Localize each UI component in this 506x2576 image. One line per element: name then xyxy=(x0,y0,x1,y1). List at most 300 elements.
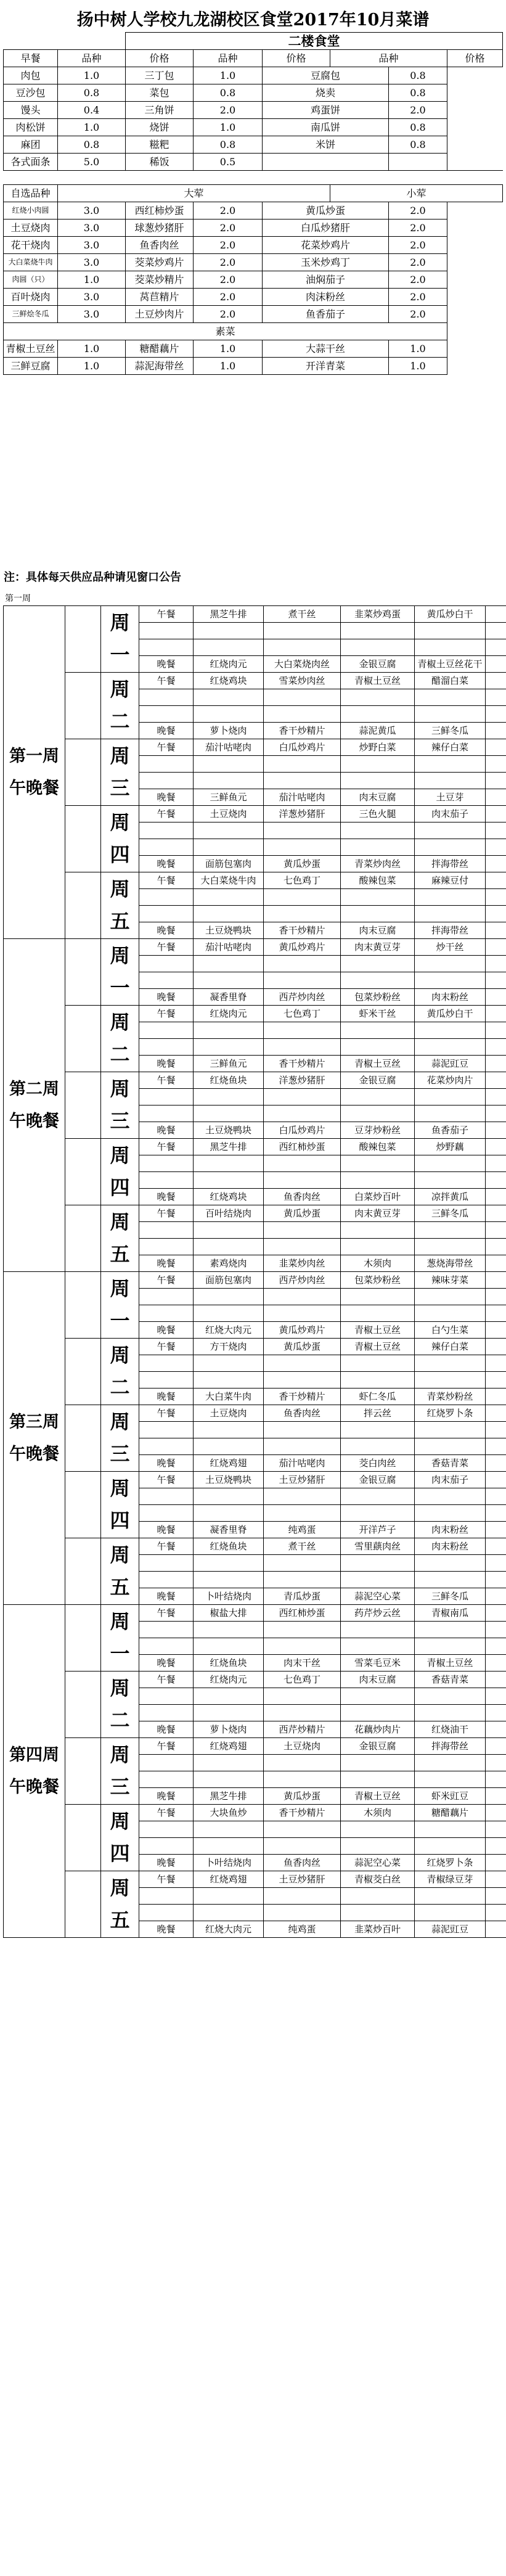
dish-cell: 香干炒精片 xyxy=(264,723,341,739)
spacer-cell xyxy=(341,1438,415,1455)
item-price: 0.8 xyxy=(389,67,447,84)
dinner-label: 晚餐 xyxy=(139,1921,194,1938)
lunch-label: 午餐 xyxy=(139,806,194,822)
dish-cell: 包菜炒粉丝 xyxy=(341,1272,415,1289)
small-meat-label: 小荤 xyxy=(330,185,503,202)
spacer-cell xyxy=(341,906,415,922)
dish-cell: 木须肉 xyxy=(341,1805,415,1821)
dinner-label: 晚餐 xyxy=(139,1122,194,1139)
dish-cell: 红烧油干 xyxy=(415,1721,486,1738)
spacer-cell xyxy=(264,689,341,706)
day-gutter xyxy=(65,1272,101,1339)
spacer-cell xyxy=(194,1305,264,1322)
spacer-cell xyxy=(415,1638,486,1655)
spacer-cell xyxy=(139,1622,194,1638)
dish-cell: 虾米干丝 xyxy=(341,1006,415,1022)
week-row xyxy=(4,1472,506,1488)
canteen-name: 二楼食堂 xyxy=(126,33,503,50)
dish-cell: 三鲜鱼元 xyxy=(194,1056,264,1072)
week-row xyxy=(4,1871,506,1888)
weekly-menu-table xyxy=(3,605,506,1938)
spacer-cell xyxy=(415,1688,486,1705)
spacer-cell xyxy=(194,889,264,906)
dish-cell: 土豆烧鸭块 xyxy=(194,922,264,939)
dinner-label: 晚餐 xyxy=(139,1721,194,1738)
item-name: 油焖茄子 xyxy=(263,271,389,289)
spacer-cell xyxy=(341,1172,415,1189)
dish-cell: 煮干丝 xyxy=(264,606,341,623)
item-price: 2.0 xyxy=(389,102,447,119)
dish-cell: 红烧鱼块 xyxy=(194,1655,264,1672)
item-name: 三角饼 xyxy=(126,102,194,119)
spacer-cell xyxy=(139,1239,194,1255)
item-price: 2.0 xyxy=(194,289,263,306)
item-name: 肉松饼 xyxy=(4,119,58,136)
spacer-cell xyxy=(139,1888,194,1905)
dish-cell: 土豆烧鸭块 xyxy=(194,1122,264,1139)
spacer-cell xyxy=(139,689,194,706)
spacer-cell xyxy=(264,1705,341,1721)
dish-cell: 金银豆腐 xyxy=(341,1072,415,1089)
lunch-label: 午餐 xyxy=(139,1405,194,1422)
week-label xyxy=(4,1272,65,1605)
spacer-cell xyxy=(341,706,415,723)
spacer-cell xyxy=(139,1022,194,1039)
item-price: 5.0 xyxy=(58,154,126,171)
dish-cell: 青椒土豆丝 xyxy=(415,1655,486,1672)
spacer-cell xyxy=(264,1289,341,1305)
dish-cell: 黑芝牛排 xyxy=(194,1139,264,1155)
spacer-cell xyxy=(264,1688,341,1705)
spacer-cell xyxy=(486,1355,506,1372)
dinner-label: 晚餐 xyxy=(139,789,194,806)
spacer-cell xyxy=(486,689,506,706)
spacer-cell xyxy=(194,906,264,922)
spacer-cell xyxy=(486,1022,506,1039)
item-name: 豆沙包 xyxy=(4,84,58,102)
spacer-cell xyxy=(486,1755,506,1771)
spacer-cell xyxy=(194,1771,264,1788)
meat-row xyxy=(4,254,503,271)
spacer-cell xyxy=(341,1638,415,1655)
lunch-label: 午餐 xyxy=(139,1272,194,1289)
week-row xyxy=(4,939,506,956)
lunch-label: 午餐 xyxy=(139,1472,194,1488)
item-name: 玉米炒鸡丁 xyxy=(263,254,389,271)
week-row xyxy=(4,606,506,623)
spacer-cell xyxy=(415,1372,486,1388)
dinner-label: 晚餐 xyxy=(139,1855,194,1871)
spacer-cell xyxy=(194,839,264,856)
dish-cell: 椒盐大排 xyxy=(194,1605,264,1622)
dinner-label: 晚餐 xyxy=(139,1655,194,1672)
spacer-cell xyxy=(486,1638,506,1655)
dish-cell: 青椒土豆丝 xyxy=(341,673,415,689)
item-price: 3.0 xyxy=(58,202,126,219)
dish-cell: 肉末粉丝 xyxy=(415,1522,486,1538)
item-price: 2.0 xyxy=(194,254,263,271)
item-name: 麻团 xyxy=(4,136,58,154)
spacer-cell xyxy=(194,1422,264,1438)
day-label: 周五 xyxy=(101,1538,139,1605)
spacer-cell xyxy=(415,1755,486,1771)
item-price: 2.0 xyxy=(389,202,447,219)
breakfast-row xyxy=(4,102,503,119)
spacer-cell xyxy=(264,972,341,989)
spacer-cell xyxy=(486,1239,506,1255)
spacer-cell xyxy=(264,1572,341,1588)
dish-cell: 辣仔白菜 xyxy=(415,1339,486,1355)
dinner-label: 晚餐 xyxy=(139,1455,194,1472)
item-price: 0.8 xyxy=(389,119,447,136)
item-price: 1.0 xyxy=(389,358,447,375)
item-price: 2.0 xyxy=(194,202,263,219)
spacer-cell xyxy=(341,1372,415,1388)
day-gutter xyxy=(65,939,101,1006)
spacer-cell xyxy=(341,1505,415,1522)
spacer-cell xyxy=(486,1422,506,1438)
spacer-cell xyxy=(194,639,264,656)
item-price: 1.0 xyxy=(194,358,263,375)
item-name: 肉包 xyxy=(4,67,58,84)
item-name: 鸡蛋饼 xyxy=(263,102,389,119)
spacer-cell xyxy=(415,1422,486,1438)
day-gutter xyxy=(65,1605,101,1672)
dish-cell: 蒜泥空心菜 xyxy=(341,1588,415,1605)
spacer-cell xyxy=(341,1622,415,1638)
spacer-cell xyxy=(486,673,506,689)
spacer-cell xyxy=(486,1855,506,1871)
item-name: 土豆炒肉片 xyxy=(126,306,194,323)
dish-cell: 青椒南瓜 xyxy=(415,1605,486,1622)
spacer-cell xyxy=(486,1105,506,1122)
spacer-cell xyxy=(341,1572,415,1588)
dish-cell: 茄汁咕咾肉 xyxy=(264,789,341,806)
spacer-cell xyxy=(341,1688,415,1705)
header-cell: 品种 xyxy=(330,50,447,67)
item-price: 0.8 xyxy=(58,136,126,154)
item-name: 茭菜炒精片 xyxy=(126,271,194,289)
self-select-label: 自选品种 xyxy=(4,185,58,202)
dish-cell: 开洋芦子 xyxy=(341,1522,415,1538)
item-name: 大白菜烧牛肉 xyxy=(4,254,58,271)
spacer-cell xyxy=(341,889,415,906)
item-name: 馒头 xyxy=(4,102,58,119)
spacer-cell xyxy=(341,956,415,972)
dish-cell: 青瓜炒蛋 xyxy=(264,1588,341,1605)
item-name: 各式面条 xyxy=(4,154,58,171)
dish-cell: 蒜泥黄瓜 xyxy=(341,723,415,739)
spacer-cell xyxy=(415,1305,486,1322)
lunch-label: 午餐 xyxy=(139,1738,194,1755)
spacer-cell xyxy=(341,623,415,639)
day-label: 周五 xyxy=(101,1871,139,1938)
dish-cell: 黄瓜炒鸡片 xyxy=(264,1322,341,1339)
spacer-cell xyxy=(341,1222,415,1239)
dish-cell: 肉末粉丝 xyxy=(415,989,486,1006)
spacer-cell xyxy=(486,1072,506,1089)
dish-cell: 红烧鸡块 xyxy=(194,673,264,689)
week-label xyxy=(4,939,65,1272)
dish-cell: 蒜泥空心菜 xyxy=(341,1855,415,1871)
dish-cell: 土豆烧肉 xyxy=(194,806,264,822)
item-name: 烧饼 xyxy=(126,119,194,136)
week-row xyxy=(4,1205,506,1222)
spacer-cell xyxy=(415,1022,486,1039)
item-name: 三鲜豆腐 xyxy=(4,358,58,375)
spacer-cell xyxy=(264,1155,341,1172)
spacer-cell xyxy=(341,1838,415,1855)
dish-cell: 香干炒精片 xyxy=(264,1388,341,1405)
dinner-label: 晚餐 xyxy=(139,1588,194,1605)
spacer-cell xyxy=(264,1222,341,1239)
spacer-cell xyxy=(341,1422,415,1438)
breakfast-row xyxy=(4,67,503,84)
week-label-part: 午晚餐 xyxy=(9,1444,59,1464)
dish-cell: 红烧肉元 xyxy=(194,1672,264,1688)
dish-cell: 蒜泥豇豆 xyxy=(415,1056,486,1072)
dish-cell: 香菇青菜 xyxy=(415,1455,486,1472)
spacer-cell xyxy=(486,1472,506,1488)
spacer-cell xyxy=(194,1239,264,1255)
spacer-cell xyxy=(486,606,506,623)
spacer-cell xyxy=(194,706,264,723)
day-label: 周三 xyxy=(101,1738,139,1805)
spacer-cell xyxy=(194,1622,264,1638)
spacer-cell xyxy=(486,1305,506,1322)
dinner-label: 晚餐 xyxy=(139,1388,194,1405)
spacer-cell xyxy=(486,1572,506,1588)
dish-cell: 肉末粉丝 xyxy=(415,1538,486,1555)
spacer-cell xyxy=(139,1355,194,1372)
spacer-cell xyxy=(486,889,506,906)
header-cell: 价格 xyxy=(263,50,330,67)
spacer-cell xyxy=(341,822,415,839)
dish-cell: 炒干丝 xyxy=(415,939,486,956)
dish-cell: 木须肉 xyxy=(341,1255,415,1272)
dish-cell: 素鸡烧肉 xyxy=(194,1255,264,1272)
spacer-cell xyxy=(415,773,486,789)
dish-cell: 凉拌黄瓜 xyxy=(415,1189,486,1205)
day-gutter xyxy=(65,1006,101,1072)
spacer-cell xyxy=(415,956,486,972)
dish-cell: 青椒土豆丝花干 xyxy=(415,656,486,673)
spacer-cell xyxy=(486,1905,506,1921)
day-gutter xyxy=(65,1339,101,1405)
spacer-cell xyxy=(264,889,341,906)
lunch-label: 午餐 xyxy=(139,1139,194,1155)
spacer-cell xyxy=(486,1255,506,1272)
dish-cell: 青菜炒肉丝 xyxy=(341,856,415,872)
item-price: 1.0 xyxy=(194,67,263,84)
dish-cell: 红烧肉元 xyxy=(194,656,264,673)
item-price: 3.0 xyxy=(58,289,126,306)
day-gutter xyxy=(65,1538,101,1605)
item-price: 3.0 xyxy=(58,306,126,323)
spacer-cell xyxy=(415,1172,486,1189)
spacer-cell xyxy=(341,1705,415,1721)
spacer-cell xyxy=(486,1155,506,1172)
spacer-cell xyxy=(264,706,341,723)
item-price: 0.8 xyxy=(58,84,126,102)
spacer-cell xyxy=(341,1239,415,1255)
dish-cell: 面筋包塞肉 xyxy=(194,1272,264,1289)
day-gutter xyxy=(65,1205,101,1272)
dish-cell: 茄汁咕咾肉 xyxy=(194,939,264,956)
dish-cell: 蒜泥豇豆 xyxy=(415,1921,486,1938)
day-label: 周二 xyxy=(101,1006,139,1072)
lunch-label: 午餐 xyxy=(139,673,194,689)
spacer-cell xyxy=(139,1172,194,1189)
dish-cell: 三鲜冬瓜 xyxy=(415,1205,486,1222)
item-price: 0.8 xyxy=(194,84,263,102)
spacer-cell xyxy=(264,1638,341,1655)
spacer-cell xyxy=(139,1422,194,1438)
day-gutter xyxy=(65,1072,101,1139)
spacer-cell xyxy=(264,1305,341,1322)
spacer-cell xyxy=(415,756,486,773)
day-label: 周三 xyxy=(101,739,139,806)
spacer-cell xyxy=(264,839,341,856)
spacer-cell xyxy=(139,906,194,922)
spacer-cell xyxy=(341,1289,415,1305)
spacer-cell xyxy=(415,822,486,839)
breakfast-row xyxy=(4,154,503,171)
item-price: 0.8 xyxy=(389,84,447,102)
dinner-label: 晚餐 xyxy=(139,1788,194,1805)
day-gutter xyxy=(65,1805,101,1871)
week-label-part: 第四周 xyxy=(9,1745,59,1765)
dish-cell: 肉末干丝 xyxy=(264,1655,341,1672)
spacer-cell xyxy=(486,922,506,939)
item-name: 蒜泥海带丝 xyxy=(126,358,194,375)
spacer-cell xyxy=(264,906,341,922)
dish-cell: 白瓜炒鸡片 xyxy=(264,1122,341,1139)
dish-cell: 七色鸡丁 xyxy=(264,1672,341,1688)
spacer-cell xyxy=(415,1289,486,1305)
spacer-cell xyxy=(486,1738,506,1755)
dish-cell: 红烧鱼块 xyxy=(194,1072,264,1089)
dish-cell: 茄汁咕咾肉 xyxy=(194,739,264,756)
spacer-cell xyxy=(139,1105,194,1122)
dish-cell: 香菇青菜 xyxy=(415,1672,486,1688)
spacer-cell xyxy=(486,1522,506,1538)
dish-cell: 大块鱼炒 xyxy=(194,1805,264,1821)
spacer-cell xyxy=(264,956,341,972)
spacer-cell xyxy=(194,1755,264,1771)
dish-cell: 金银豆腐 xyxy=(341,1472,415,1488)
spacer-cell xyxy=(264,1905,341,1921)
spacer-cell xyxy=(415,1438,486,1455)
spacer-cell xyxy=(486,1172,506,1189)
item-price: 1.0 xyxy=(58,67,126,84)
item-price: 2.0 xyxy=(389,219,447,237)
spacer-cell xyxy=(415,1155,486,1172)
spacer-cell xyxy=(264,1355,341,1372)
spacer-cell xyxy=(415,972,486,989)
breakfast-label: 早餐 xyxy=(4,50,58,67)
spacer-cell xyxy=(264,1838,341,1855)
spacer-cell xyxy=(486,822,506,839)
spacer-cell xyxy=(194,1838,264,1855)
dish-cell: 面筋包塞肉 xyxy=(194,856,264,872)
spacer-cell xyxy=(194,1372,264,1388)
dish-cell: 肉末黄豆芽 xyxy=(341,1205,415,1222)
spacer-cell xyxy=(139,1372,194,1388)
week-row xyxy=(4,1605,506,1622)
dish-cell: 七色鸡丁 xyxy=(264,872,341,889)
spacer-cell xyxy=(341,1888,415,1905)
lunch-label: 午餐 xyxy=(139,1871,194,1888)
item-price: 0.5 xyxy=(194,154,263,171)
spacer-cell xyxy=(486,1372,506,1388)
dish-cell: 卜叶结烧肉 xyxy=(194,1588,264,1605)
spacer-cell xyxy=(486,1139,506,1155)
spacer-cell xyxy=(486,856,506,872)
spacer-cell xyxy=(194,1022,264,1039)
dish-cell: 拌海带丝 xyxy=(415,922,486,939)
dish-cell: 洋葱炒猪肝 xyxy=(264,806,341,822)
day-label: 周三 xyxy=(101,1405,139,1472)
item-name: 菜包 xyxy=(126,84,194,102)
spacer-cell xyxy=(486,1438,506,1455)
spacer-cell xyxy=(415,889,486,906)
spacer-cell xyxy=(139,756,194,773)
dish-cell: 白勺生菜 xyxy=(415,1322,486,1339)
meat-row xyxy=(4,202,503,219)
dish-cell: 土豆烧鸭块 xyxy=(194,1472,264,1488)
lunch-label: 午餐 xyxy=(139,872,194,889)
week-caption: 第一周 xyxy=(5,594,31,604)
spacer-cell xyxy=(341,1155,415,1172)
week-row xyxy=(4,1805,506,1821)
spacer-cell xyxy=(194,1638,264,1655)
dish-cell: 七色鸡丁 xyxy=(264,1006,341,1022)
item-price: 1.0 xyxy=(194,340,263,358)
spacer-cell xyxy=(486,956,506,972)
dish-cell: 三鲜冬瓜 xyxy=(415,1588,486,1605)
dinner-label: 晚餐 xyxy=(139,1255,194,1272)
dish-cell: 香干炒精片 xyxy=(264,1805,341,1821)
spacer-cell xyxy=(486,1921,506,1938)
spacer-cell xyxy=(139,1505,194,1522)
spacer-cell xyxy=(486,1721,506,1738)
dish-cell: 凝香里脊 xyxy=(194,989,264,1006)
spacer-cell xyxy=(264,1622,341,1638)
spacer-cell xyxy=(264,822,341,839)
lunch-label: 午餐 xyxy=(139,1538,194,1555)
dish-cell: 茭白肉丝 xyxy=(341,1455,415,1472)
item-price: 0.4 xyxy=(58,102,126,119)
dish-cell: 黑芝牛排 xyxy=(194,606,264,623)
week-row xyxy=(4,1139,506,1155)
dish-cell: 鱼香茄子 xyxy=(415,1122,486,1139)
item-price: 2.0 xyxy=(194,102,263,119)
spacer-cell xyxy=(486,706,506,723)
spacer-cell xyxy=(139,1289,194,1305)
spacer-cell xyxy=(194,1688,264,1705)
item-name: 糖醋藕片 xyxy=(126,340,194,358)
dish-cell: 茄汁咕咾肉 xyxy=(264,1455,341,1472)
spacer-cell xyxy=(415,1622,486,1638)
day-label: 周一 xyxy=(101,939,139,1006)
spacer-cell xyxy=(415,1821,486,1838)
dish-cell: 煮干丝 xyxy=(264,1538,341,1555)
spacer-cell xyxy=(341,839,415,856)
dish-cell: 金银豆腐 xyxy=(341,656,415,673)
item-name: 烧卖 xyxy=(263,84,389,102)
spacer-cell xyxy=(486,1289,506,1305)
